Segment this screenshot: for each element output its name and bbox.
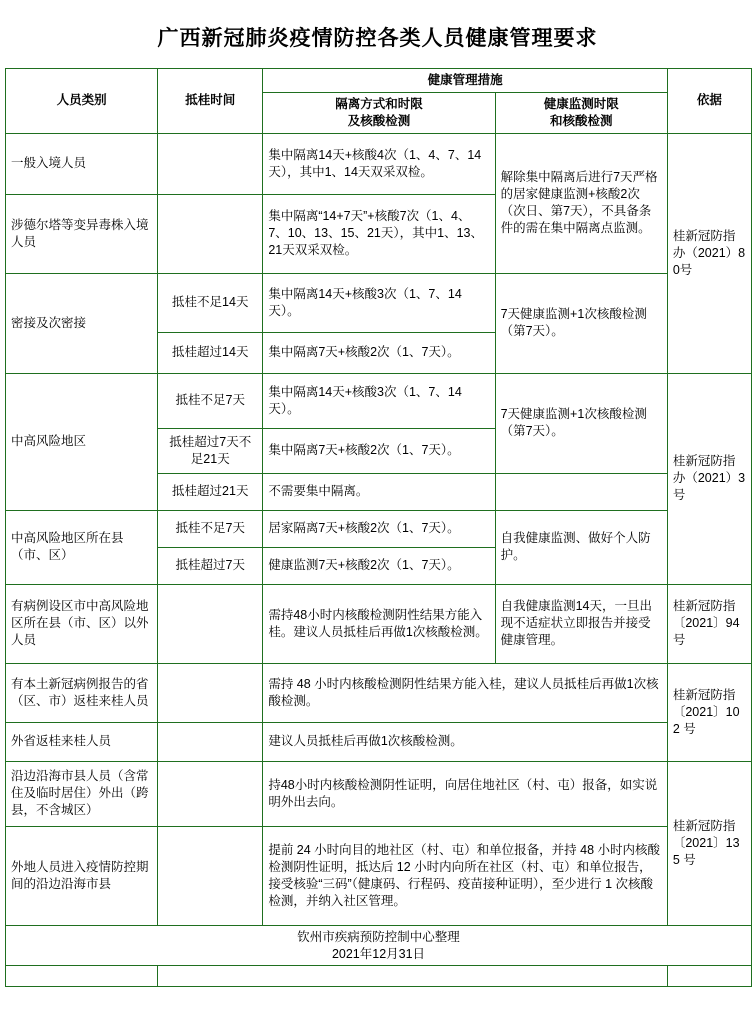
footer-line-2: 2021年12月31日	[331, 946, 426, 961]
cell-arrival-time: 抵桂超过7天	[158, 547, 263, 584]
cell-isolation: 集中隔离14天+核酸3次（1、7、14天）。	[263, 273, 495, 332]
cell-category: 中高风险地区	[6, 373, 158, 510]
cell-isolation: 集中隔离14天+核酸4次（1、4、7、14天），其中1、14天双采双检。	[263, 133, 495, 194]
header-monitoring-line2: 和核酸检测	[549, 113, 613, 128]
cell-arrival-time	[158, 761, 263, 826]
cell-category: 中高风险地区所在县（市、区）	[6, 510, 158, 584]
table-row	[6, 133, 752, 194]
header-monitoring-line1: 健康监测时限	[543, 96, 619, 111]
cell-arrival-time: 抵桂超过21天	[158, 473, 263, 510]
cell-isolation: 不需要集中隔离。	[263, 473, 495, 510]
table-header-row-1	[6, 69, 752, 93]
cell-category: 外省返桂来桂人员	[6, 722, 158, 761]
cell-monitoring: 自我健康监测14天，一旦出现不适症状立即报告并接受健康管理。	[495, 584, 667, 663]
cell-isolation: 持48小时内核酸检测阴性证明，向居住地社区（村、屯）报备，如实说明外出去向。	[263, 761, 668, 826]
cell-basis: 桂新冠防指〔2021〕94 号	[667, 584, 751, 663]
tail-cell	[158, 966, 668, 987]
table-footer-row	[6, 925, 752, 966]
table-row	[6, 722, 752, 761]
cell-arrival-time	[158, 826, 263, 925]
cell-arrival-time	[158, 133, 263, 194]
header-monitoring	[495, 92, 667, 133]
cell-isolation: 健康监测7天+核酸2次（1、7天）。	[263, 547, 495, 584]
health-management-table	[5, 68, 752, 987]
cell-isolation: 集中隔离“14+7天”+核酸7次（1、4、7、10、13、15、21天），其中1、13、21天双采双检。	[263, 194, 495, 273]
header-category: 人员类别	[6, 69, 158, 134]
cell-category: 有病例设区市中高风险地区所在县（市、区）以外人员	[6, 584, 158, 663]
table-row	[6, 663, 752, 722]
cell-arrival-time	[158, 722, 263, 761]
cell-isolation: 需持 48 小时内核酸检测阴性结果方能入桂，建议人员抵桂后再做1次核酸检测。	[263, 663, 668, 722]
cell-monitoring: 7天健康监测+1次核酸检测（第7天）。	[495, 273, 667, 373]
cell-basis: 桂新冠防指办（2021）80号	[667, 133, 751, 373]
header-isolation-line1: 隔离方式和时限	[335, 96, 423, 111]
cell-category: 涉德尔塔等变异毒株入境人员	[6, 194, 158, 273]
cell-monitoring: 7天健康监测+1次核酸检测（第7天）。	[495, 373, 667, 473]
cell-isolation: 集中隔离7天+核酸2次（1、7天）。	[263, 428, 495, 473]
cell-category: 有本土新冠病例报告的省（区、市）返桂来桂人员	[6, 663, 158, 722]
cell-category: 沿边沿海市县人员（含常住及临时居住）外出（跨县，不含城区）	[6, 761, 158, 826]
page-title: 广西新冠肺炎疫情防控各类人员健康管理要求	[157, 26, 598, 50]
cell-isolation: 集中隔离7天+核酸2次（1、7天）。	[263, 332, 495, 373]
footer-note	[6, 925, 752, 966]
cell-monitoring: 解除集中隔离后进行7天严格的居家健康监测+核酸2次（次日、第7天），不具备条件的需在集中隔离点监测。	[495, 133, 667, 273]
cell-isolation: 集中隔离14天+核酸3次（1、7、14天）。	[263, 373, 495, 428]
header-isolation-line2: 及核酸检测	[347, 113, 411, 128]
cell-arrival-time: 抵桂不足7天	[158, 510, 263, 547]
header-measures-group: 健康管理措施	[263, 69, 668, 93]
cell-arrival-time	[158, 194, 263, 273]
header-isolation	[263, 92, 495, 133]
cell-monitoring: 自我健康监测、做好个人防护。	[495, 510, 667, 584]
table-row	[6, 584, 752, 663]
cell-arrival-time	[158, 584, 263, 663]
table-tail-row	[6, 966, 752, 987]
cell-isolation: 需持48小时内核酸检测阴性结果方能入桂。建议人员抵桂后再做1次核酸检测。	[263, 584, 495, 663]
cell-basis: 桂新冠防指〔2021〕135 号	[667, 761, 751, 925]
cell-category: 一般入境人员	[6, 133, 158, 194]
cell-isolation: 居家隔离7天+核酸2次（1、7天）。	[263, 510, 495, 547]
tail-cell	[667, 966, 751, 987]
cell-category: 外地人员进入疫情防控期间的沿边沿海市县	[6, 826, 158, 925]
cell-isolation: 提前 24 小时向目的地社区（村、屯）和单位报备，并持 48 小时内核酸检测阴性证明，抵达后 12 小时内向所在社区（村、屯）和单位报告，接受核验“三码”（健康码、行程码、疫苗接种证明），至少进行 1 次核酸检测，并纳入社区管理。	[263, 826, 668, 925]
table-row	[6, 373, 752, 428]
header-basis: 依据	[667, 69, 751, 134]
cell-arrival-time: 抵桂不足7天	[158, 373, 263, 428]
cell-category: 密接及次密接	[6, 273, 158, 373]
cell-monitoring	[495, 473, 667, 510]
footer-line-1: 钦州市疾病预防控制中心整理	[297, 929, 460, 944]
table-row	[6, 273, 752, 332]
cell-isolation: 建议人员抵桂后再做1次核酸检测。	[263, 722, 668, 761]
cell-arrival-time: 抵桂超过7天不足21天	[158, 428, 263, 473]
cell-arrival-time: 抵桂超过14天	[158, 332, 263, 373]
cell-basis: 桂新冠防指办（2021）3号	[667, 373, 751, 584]
cell-arrival-time: 抵桂不足14天	[158, 273, 263, 332]
table-row	[6, 761, 752, 826]
tail-cell	[6, 966, 158, 987]
header-arrival-time: 抵桂时间	[158, 69, 263, 134]
cell-arrival-time	[158, 663, 263, 722]
cell-basis: 桂新冠防指〔2021〕102 号	[667, 663, 751, 761]
table-row	[6, 826, 752, 925]
table-row	[6, 510, 752, 547]
